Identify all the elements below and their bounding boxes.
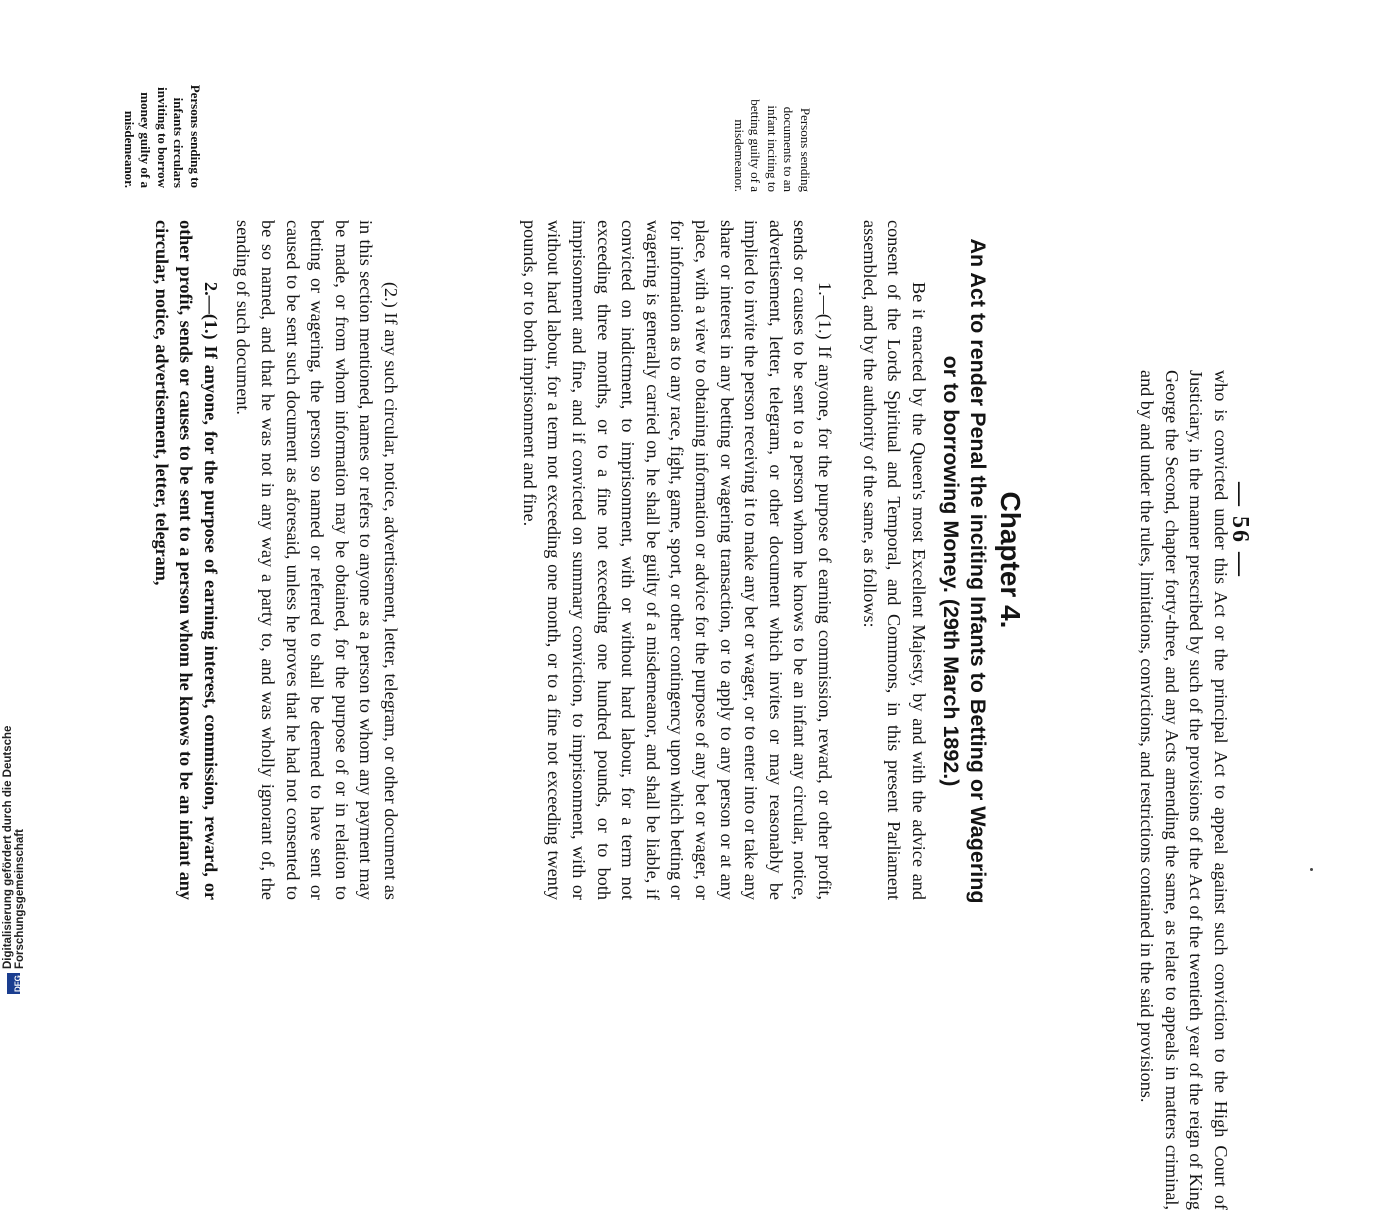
continuation-paragraph xyxy=(1135,370,1233,1210)
chapter-heading: Chapter 4. xyxy=(995,491,1026,629)
section-1-subsection-1 xyxy=(517,220,837,900)
enacting-clause-text: Be it enacted by the Queen's most Excellent Majesty, by and with the advice and consent of the Lords Spiritual and Temporal, and Commons, in this present Parliament assembled, and by the authority of the same, as follows: xyxy=(859,220,929,900)
digitization-credit xyxy=(2,604,26,994)
section-1-subsection-2 xyxy=(231,220,403,900)
section-1-1-text: 1.—(1.) If anyone, for the purpose of earning commission, reward, or other profit, sends or causes to be sent to a person whom he knows to be an infant any circular, notice, advertisement, letter, telegram, or other document which invites or may reasonably be implied to invite the person receiving it to make any bet or wager, or to enter into or take any share or interest in any betting or wagering transaction, or to apply to any person or at any place, with a view to obtaining information or advice for the purpose of any bet or wager, or for information as to any race, fight, game, sport, or other contingency upon which betting or wagering is generally carried on, he shall be guilty of a misdemeanor, and shall be liable, if convicted on indictment, to imprisonment, with or without hard labour, for a term not exceeding three months, or to a fine not exceeding one hundred pounds, or to both imprisonment and fine, and if convicted on summary conviction, to imprisonment, with or without hard labour, for a term not exceeding one month, or to a fine not exceeding twenty pounds, or to both imprisonment and fine. xyxy=(519,220,835,900)
dfg-logo: DFG xyxy=(8,973,21,994)
section-2-text xyxy=(149,220,223,900)
margin-note-borrowing: Persons sending to infants circulars inviting to borrow money guilty of a misdemeanor. xyxy=(122,84,203,188)
section-2-subsection-1 xyxy=(149,220,223,900)
margin-note-betting: Persons sending documents to an infant inciting to betting guilty of a misdemeanor. xyxy=(732,99,813,192)
credit-text: Digitalisierung gefördert durch die Deutsche Forschungsgemeinschaft xyxy=(2,725,26,970)
section-2-lead: 2.—(1.) If anyone, for the purpose of earning interest, commission, xyxy=(201,282,221,810)
section-2-rest: reward, or other profit, sends or causes to be sent to a person whom he knows to be an infant any circular, notice, advertisement, letter, telegram, xyxy=(151,220,221,900)
act-title: An Act to render Penal the inciting Infants to Betting or Wagering or to borrowing Money. (29th March 1892.) xyxy=(939,238,990,904)
scan-speck xyxy=(1310,868,1313,871)
continuation-text: who is convicted under this Act or the principal Act to appeal against such conviction to the High Court of Justiciary, in the manner prescribed by such of the provisions of the Act of the twentieth year of the reign of King George the Second, chapter forty-three, and any Acts amending the same, as relate to appeals in matters criminal, and by and under the rules, limitations, convictions, and restrictions contained in the said provisions. xyxy=(1137,370,1231,1210)
enacting-clause xyxy=(857,220,931,900)
credit-line xyxy=(2,604,26,994)
page-number: — 56 — xyxy=(1227,482,1253,578)
section-1-2-text: (2.) If any such circular, notice, advertisement, letter, telegram, or other document as in this section mentioned, names or refers to anyone as a person to whom any payment may be made, or from whom information may be obtained, for the purpose of or in relation to betting or wagering, the person so named or referred to shall be deemed to have sent or caused to be sent such document as aforesaid, unless he proves that he had not consented to be so named, and that he was not in any way a party to, and was wholly ignorant of, the sending of such document. xyxy=(233,220,401,900)
